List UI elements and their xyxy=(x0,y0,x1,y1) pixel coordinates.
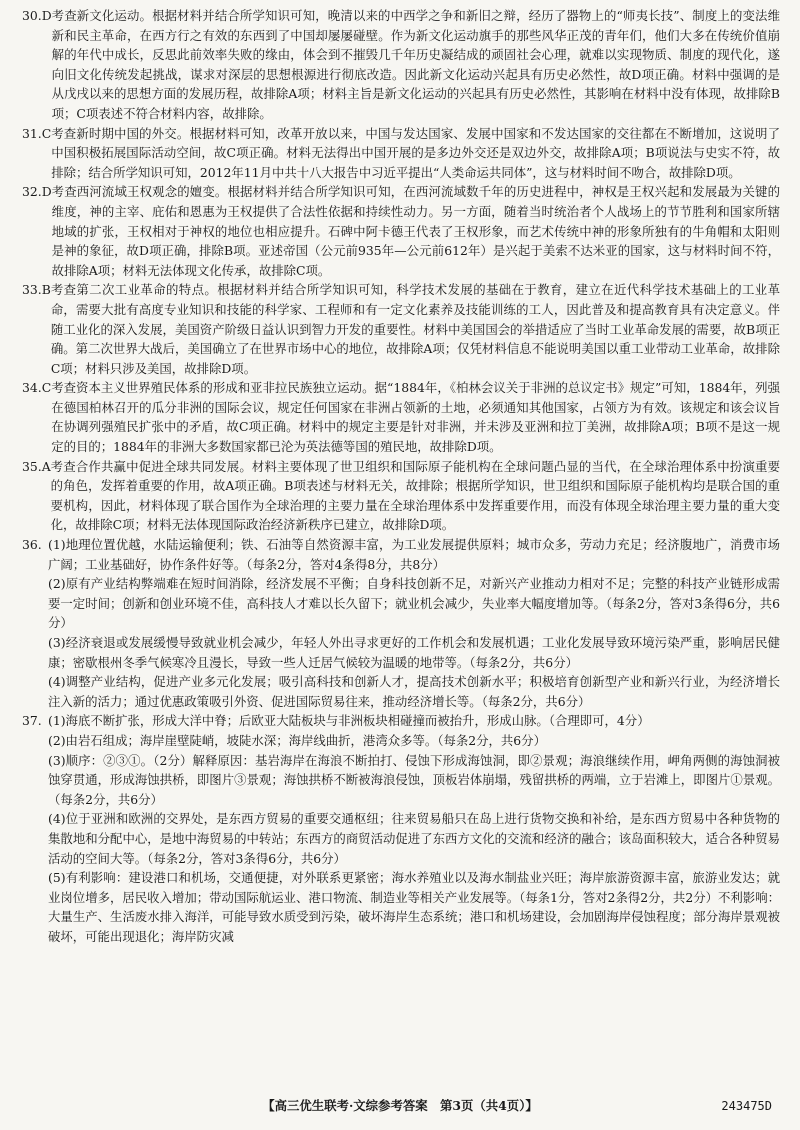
answer-paragraph: 考查第二次工业革命的特点。根据材料并结合所学知识可知，科学技术发展的基础在于教育，建立在近代科学技术基础上的工业革命，需要大批有高度专业知识和技能的科学家、工程师和有一定文化素养及技能训练的工人，因此普及和提高教育具有决定意义。伴随工业化的深入发展，美国资产阶级日益认识到智力开发的重要性。材料中美国国会的举措适应了当时工业革命发展的需要，故B项正确。第二次世界大战后，美国确立了在世界市场中心的地位，故排除A项；仅凭材料信息不能说明美国以重工业带动工业革命，故排除C项；材料只涉及美国，故排除D项。 xyxy=(50,282,780,376)
answer-item-33 xyxy=(22,280,780,378)
answer-body xyxy=(51,280,780,378)
answer-number: 33.B xyxy=(22,282,51,298)
answer-paragraph: (3)经济衰退或发展缓慢导致就业机会减少，年轻人外出寻求更好的工作机会和发展机遇；工业化发展导致环境污染严重，影响居民健康；密歇根州冬季气候寒冷且漫长，导致一些人迁居气候较为温暖的地带等。（每条2分，共6分） xyxy=(48,635,780,670)
answer-paragraph: (1)海底不断扩张，形成大洋中脊；后欧亚大陆板块与非洲板块相碰撞而被抬升，形成山脉。（合理即可，4分） xyxy=(48,713,650,729)
answer-number: 34.C xyxy=(22,380,52,396)
answer-paragraph: (5)有利影响：建设港口和机场，交通便捷，对外联系更紧密；海水养殖业以及海水制盐业兴旺；海岸旅游资源丰富，旅游业发达；就业岗位增多，居民收入增加；带动国际航运业、港口物流、制造业等相关产业发展等。（每条1分，答对2条得2分，共2分）不利影响：大量生产、生活废水排入海洋，可能导致水质受到污染，破坏海岸生态系统；港口和机场建设，会加剧海岸侵蚀程度；部分海岸景观被破坏，可能出现退化；海岸防灾减 xyxy=(48,870,780,944)
answer-paragraph: (3)顺序：②③①。（2分）解释原因：基岩海岸在海浪不断拍打、侵蚀下形成海蚀洞，即②景观；海浪继续作用，岬角两侧的海蚀洞被蚀穿贯通，形成海蚀拱桥，即图片③景观；海蚀拱桥不断被海浪侵蚀，顶板岩体崩塌，残留拱桥的两端，立于岩滩上，即图片①景观。（每条2分，共6分） xyxy=(48,752,780,807)
footer-title: 【高三优生联考·文综参考答案 第3页（共4页）】 xyxy=(262,1098,538,1113)
answer-paragraph: 考查西河流域王权观念的嬗变。根据材料并结合所学知识可知，在西河流域数千年的历史进程中，神权是王权兴起和发展最为关键的维度，神的主宰、庇佑和恩惠为王权提供了合法性依据和持续性动力。另一方面，随着当时统治者个人战场上的节节胜利和国家所辖地域的扩张，王权相对于神权的地位也相应提升。石碑中阿卡德王代表了王权形象，而艺术传统中神的形象所独有的牛角帽和太阳则是神的象征，故D项正确，排除B项。亚述帝国（公元前935年—公元前612年）是兴起于美索不达米亚的国家，这与材料时间不符，故排除A项；材料无法体现文化传承，故排除C项。 xyxy=(51,184,780,278)
answer-item-31 xyxy=(22,124,780,183)
answer-number: 36. xyxy=(22,537,42,553)
answer-number: 32.D xyxy=(22,184,52,200)
answer-body xyxy=(51,457,780,535)
answer-body xyxy=(48,535,780,711)
answer-paragraph: (2)原有产业结构弊端难在短时间消除，经济发展不平衡；自身科技创新不足，对新兴产业推动力相对不足；完整的科技产业链形成需要一定时间；创新和创业环境不佳，高科技人才难以长久留下；就业机会减少，失业率大幅度增加等。（每条2分，答对3条得6分，共6分） xyxy=(48,576,780,631)
answer-paragraph: 考查资本主义世界殖民体系的形成和亚非拉民族独立运动。据“1884年，《柏林会议关于非洲的总议定书》规定”可知，1884年，列强在德国柏林召开的瓜分非洲的国际会议，规定任何国家在非洲占领新的土地，必须通知其他国家，占领方为有效。该规定和该会议旨在协调列强殖民扩张中的矛盾，故C项正确。材料中的规定主要是针对非洲，并未涉及亚洲和拉丁美洲，故排除A项；B项不是这一规定的目的；1884年的非洲大多数国家都已沦为英法德等国的殖民地，故排除D项。 xyxy=(51,380,780,455)
answer-paragraph: 考查新文化运动。根据材料并结合所学知识可知，晚清以来的中西学之争和新旧之辩，经历了器物上的“师夷长技”、制度上的变法维新和民主革命，在西方行之有效的东西到了中国却屡屡碰壁。作为新文化运动旗手的那些风华正茂的青年们，他们大多在传统价值崩解的年代中成长，反思此前效率失败的缘由，体会到不摧毁几千年历史凝结成的顽固社会心理，就难以实现物质、制度的现代化，遂向旧文化传统发起挑战，谋求对深层的思想根源进行彻底改造。因此新文化运动兴起具有历史必然性，故D项正确。材料中强调的是从戊戌以来的思想方面的发展历程，故排除A项；材料主旨是新文化运动的兴起具有历史必然性，其影响在材料中没有体现，故排除B项；C项表述不符合材料内容，故排除。 xyxy=(51,8,780,121)
page-footer xyxy=(0,1096,800,1116)
answer-number: 35.A xyxy=(22,458,51,474)
answer-number: 31.C xyxy=(22,125,52,141)
answer-body xyxy=(48,711,780,946)
answer-list xyxy=(22,6,780,947)
answer-body xyxy=(51,124,780,183)
answer-paragraph: (2)由岩石组成；海岸崖壁陡峭，坡陡水深；海岸线曲折，港湾众多等。（每条2分，共6分） xyxy=(48,732,546,748)
answer-body xyxy=(51,378,780,456)
answer-paragraph: (4)调整产业结构，促进产业多元化发展；吸引高科技和创新人才，提高技术创新水平；积极培育创新型产业和新兴行业，为经济增长注入新的活力；通过优惠政策吸引外资、促进国际贸易往来，推动经济增长等。（每条2分，共6分） xyxy=(48,674,780,709)
footer-code: 243475D xyxy=(721,1099,772,1113)
answer-item-32 xyxy=(22,182,780,280)
answer-item-36 xyxy=(22,535,780,711)
answer-body xyxy=(52,6,780,124)
answer-number: 37. xyxy=(22,713,42,729)
answer-number: 30.D xyxy=(22,8,52,23)
answer-paragraph: (1)地理位置优越，水陆运输便利；铁、石油等自然资源丰富，为工业发展提供原料；城市众多，劳动力充足；经济腹地广，消费市场广阔；工业基础好，协作条件好等。（每条2分，答对4条得8分，共8分） xyxy=(48,537,780,572)
answer-item-34 xyxy=(22,378,780,456)
answer-paragraph: (4)位于亚洲和欧洲的交界处，是东西方贸易的重要交通枢纽；往来贸易船只在岛上进行货物交换和补给，是东西方贸易中各种货物的集散地和分配中心，是地中海贸易的中转站；东西方的商贸活动促进了东西方文化的交流和经济的融合；该岛面积较大，适合各种贸易活动的空间大等。（每条2分，答对3条得6分，共6分） xyxy=(48,811,780,866)
answer-paragraph: 考查合作共赢中促进全球共同发展。材料主要体现了世卫组织和国际原子能机构在全球问题凸显的当代，在全球治理体系中扮演重要的角色，发挥着重要的作用，故A项正确。B项表述与材料无关，故排除；根据所学知识，世卫组织和国际原子能机构均是联合国的重要机构，因此，材料体现了联合国作为全球治理的主要力量在全球治理体系中发挥重要作用，而没有体现全球治理主要力量的重大变化，故排除C项；材料无法体现国际政治经济新秩序已建立，故排除D项。 xyxy=(50,458,780,533)
answer-paragraph: 考查新时期中国的外交。根据材料可知，改革开放以来，中国与发达国家、发展中国家和不发达国家的交往都在不断增加，这说明了中国积极拓展国际活动空间，故C项正确。材料无法得出中国开展的是多边外交还是双边外交，故排除A项；B项说法与史实不符，故排除；结合所学知识可知，2012年11月中共十八大报告中习近平提出“人类命运共同体”，这与材料时间不吻合，故排除D项。 xyxy=(51,125,780,180)
answer-body xyxy=(52,182,780,280)
answer-item-37 xyxy=(22,711,780,946)
answer-item-30 xyxy=(22,6,780,124)
answer-item-35 xyxy=(22,457,780,535)
